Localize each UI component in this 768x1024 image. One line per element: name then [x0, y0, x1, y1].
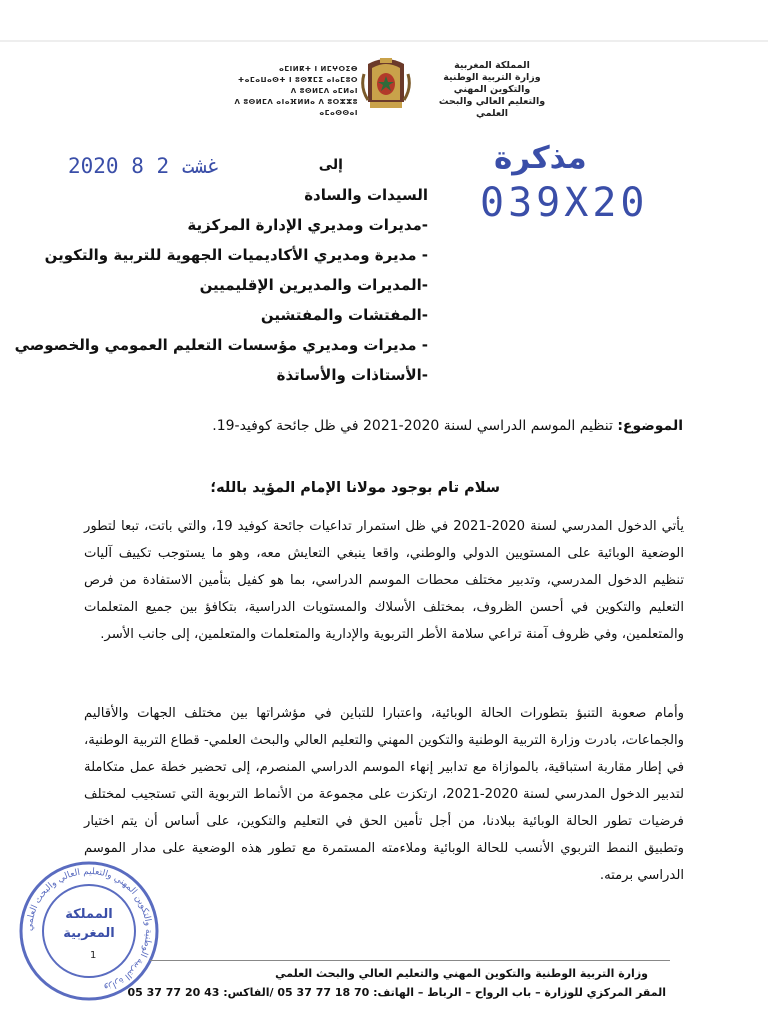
- header-tifinagh-line: ⴰⵎⵏⵍⴽⵜ ⵏ ⵍⵎⵖⵔⵉⴱ: [279, 65, 358, 73]
- footer-ministry: وزارة التربية الوطنية والتكوين المهني والتعليم العالي والبحث العلمي: [275, 967, 648, 980]
- header-arabic-line: وزارة التربية الوطنية: [443, 72, 541, 83]
- recipient-line: - مديرات ومديري مؤسسات التعليم العمومي والخصوصي: [14, 336, 428, 354]
- seal-ring-text: وزارة التربية الوطنية والتكوين المهني والتعليم العالي والبحث العلمي: [24, 866, 154, 993]
- recipient-line: - مديرة ومديري الأكاديميات الجهوية للتربية والتكوين: [44, 246, 428, 264]
- header-arabic-line: المملكة المغربية: [454, 60, 530, 71]
- header-tifinagh-line: ⴷ ⵓⵙⵍⵎⴷ ⴰⵏⴰⴼⵍⵍⴰ ⴷ ⵓⵔⵣⵣⵓ ⴰⵎⴰⵙⵙⴰⵏ: [234, 98, 358, 117]
- body-paragraph: يأتي الدخول المدرسي لسنة 2020-2021 في ظل استمرار تداعيات جائحة كوفيد 19، والتي باتت، تبعا لتطور الوضعية الوبائية على المستويين الدولي والوطني، واقعا ينبغي التعايش معه، وهو ما يستوجب تكييف آليات تنظيم الدخول المدرسي، وتدبير مختلف محطات الموسم الدراسي، بما هو كفيل بتأمين الاستفادة من فرص التعليم والتكوين في أحسن الظروف، بمختلف الأسلاك والمستويات الدراسية، بتكافؤ بين جميع المتعلمات والمتعلمين، وفي ظروف آمنة تراعي سلامة الأطر التربوية والإدارية والمتعلمات والمتعلمين، إلى جانب الأسر.: [84, 519, 684, 642]
- seal-center-text: [16, 905, 162, 943]
- seal-center-line: المملكة: [65, 907, 113, 922]
- greeting: سلام تام بوجود مولانا الإمام المؤيد بالله؛: [210, 480, 500, 496]
- recipient-line: -الأستاذات والأساتذة: [276, 366, 428, 384]
- header-tifinagh-line: ⴷ ⵓⵙⵍⵎⴷ ⴰⵎⵍⴰⵏ: [290, 87, 358, 95]
- header-tifinagh-line: ⵜⴰⵎⴰⵡⴰⵙⵜ ⵏ ⵓⵙⴳⵎⵉ ⴰⵏⴰⵎⵓⵔ: [238, 76, 358, 84]
- footer-address: المقر المركزي للوزارة – باب الرواح – الرباط – الهاتف: 70 18 77 37 05 /الفاكس: 43 20 77 37 05: [127, 986, 666, 999]
- header-arabic-line: والتكوين المهني: [453, 84, 531, 95]
- seal-center-line: المغربية: [63, 926, 115, 941]
- subject-label: الموضوع:: [617, 418, 683, 434]
- recipients-to: إلى: [318, 157, 343, 173]
- recipient-line: السيدات والسادة: [304, 186, 428, 204]
- coat-of-arms-emblem: [360, 54, 412, 110]
- header-arabic: [432, 60, 552, 120]
- recipient-line: -المفتشات والمفتشين: [260, 306, 428, 324]
- recipients-block: [14, 150, 428, 390]
- header-tifinagh: [228, 64, 358, 119]
- page-top-edge: [0, 40, 768, 42]
- header-arabic-line: والتعليم العالي والبحث العلمي: [438, 96, 546, 119]
- footer-divider: [150, 960, 670, 961]
- memo-number: 039X20: [480, 180, 649, 226]
- recipient-line: -مديرات ومديري الإدارة المركزية: [187, 216, 428, 234]
- body-paragraph: وأمام صعوبة التنبؤ بتطورات الحالة الوبائية، واعتبارا للتباين في مؤشراتها بين مختلف الجهات والأقاليم والجماعات، بادرت وزارة التربية الوطنية والتكوين المهني والتعليم العالي والبحث العلمي- قطاع التربية الوطنية، في إطار مقاربة استباقية، بالموازاة مع تدابير إنهاء الموسم الدراسي المنصرم، إلى تحضير خطة عمل متكاملة لتدبير الدخول المدرسي لسنة 2020-2021، ارتكزت على مجموعة من الأنماط التربوية التي تستجيب لمختلف فرضيات تطور الحالة الوبائية ببلادنا، من أجل تأمين الحق في التعليم والتكوين، على أساس أن يتم اختيار وتطبيق النمط التربوي الأنسب للحالة الوبائية وملاءمته المستمرة مع تطور هذه الوضعية على مدار الموسم الدراسي برمته.: [84, 706, 684, 883]
- subject-text: تنظيم الموسم الدراسي لسنة 2020-2021 في ظل جائحة كوفيد-19.: [212, 418, 618, 434]
- page-number: 1: [90, 950, 97, 961]
- subject-line: [212, 418, 683, 434]
- recipient-line: -المديرات والمديرين الإقليميين: [199, 276, 428, 294]
- memo-title: مذكرة: [494, 140, 587, 176]
- stamped-date: 2020 غشت 2 8: [68, 154, 220, 178]
